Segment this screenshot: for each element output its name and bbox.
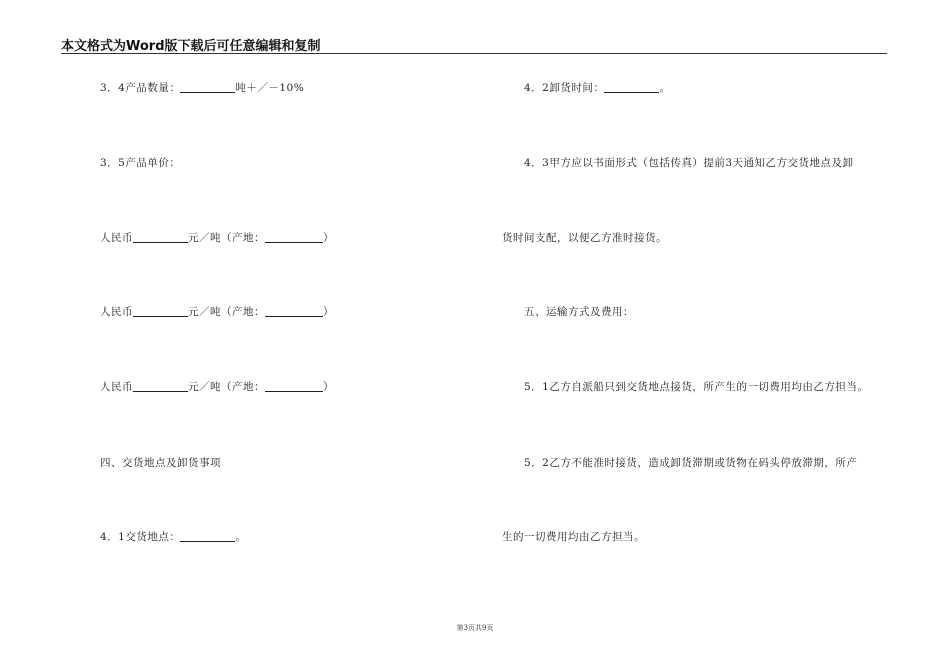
clause-5-2-line1: 5．2乙方不能准时接货，造成卸货滞期或货物在码头停放滞期，所产 [524,457,858,469]
price-blank [133,380,188,392]
document-header-title: 本文格式为Word版下载后可任意编辑和复制 [61,39,321,54]
price-row-close: ） [323,232,334,244]
delivery-location-line [100,529,246,544]
product-quantity-unit: 吨＋／－10% [235,82,305,94]
origin-blank [265,231,323,243]
price-row [100,379,334,394]
delivery-location-label: 4．1交货地点： [100,531,181,543]
unloading-time-blank [604,81,659,93]
price-blank [133,231,188,243]
price-row-currency: 人民币 [100,381,133,393]
header-rule [61,53,887,54]
section-five-heading: 五、运输方式及费用： [524,306,634,318]
price-row-unit: 元／吨（产地： [188,381,265,393]
quantity-blank [180,81,235,93]
unloading-time-end: 。 [659,82,671,94]
clause-4-3-line1: 4．3甲方应以书面形式（包括传真）提前3天通知乙方交货地点及卸 [524,157,854,169]
location-blank [180,530,235,542]
section-four-heading: 四、交货地点及卸货事项 [100,457,221,469]
unloading-time-label: 4．2卸货时间： [524,82,605,94]
price-row [100,230,334,245]
origin-blank [265,305,323,317]
price-row-unit: 元／吨（产地： [188,232,265,244]
unit-price-heading: 3．5产品单价： [100,157,181,169]
unloading-time-line [524,80,670,95]
clause-4-3-line2: 货时间支配，以便乙方准时接货。 [502,232,667,244]
price-blank [133,305,188,317]
product-quantity-label: 3．4产品数量： [100,82,181,94]
price-row-currency: 人民币 [100,306,133,318]
price-row-close: ） [323,381,334,393]
price-row-unit: 元／吨（产地： [188,306,265,318]
price-row [100,304,334,319]
clause-5-1: 5．1乙方自派船只到交货地点接货，所产生的一切费用均由乙方担当。 [524,381,869,393]
page-number: 第3页共9页 [456,624,494,632]
clause-5-2-line2: 生的一切费用均由乙方担当。 [502,531,645,543]
product-quantity-line [100,80,304,95]
origin-blank [265,380,323,392]
price-row-currency: 人民币 [100,232,133,244]
price-row-close: ） [323,306,334,318]
delivery-location-end: 。 [235,531,247,543]
